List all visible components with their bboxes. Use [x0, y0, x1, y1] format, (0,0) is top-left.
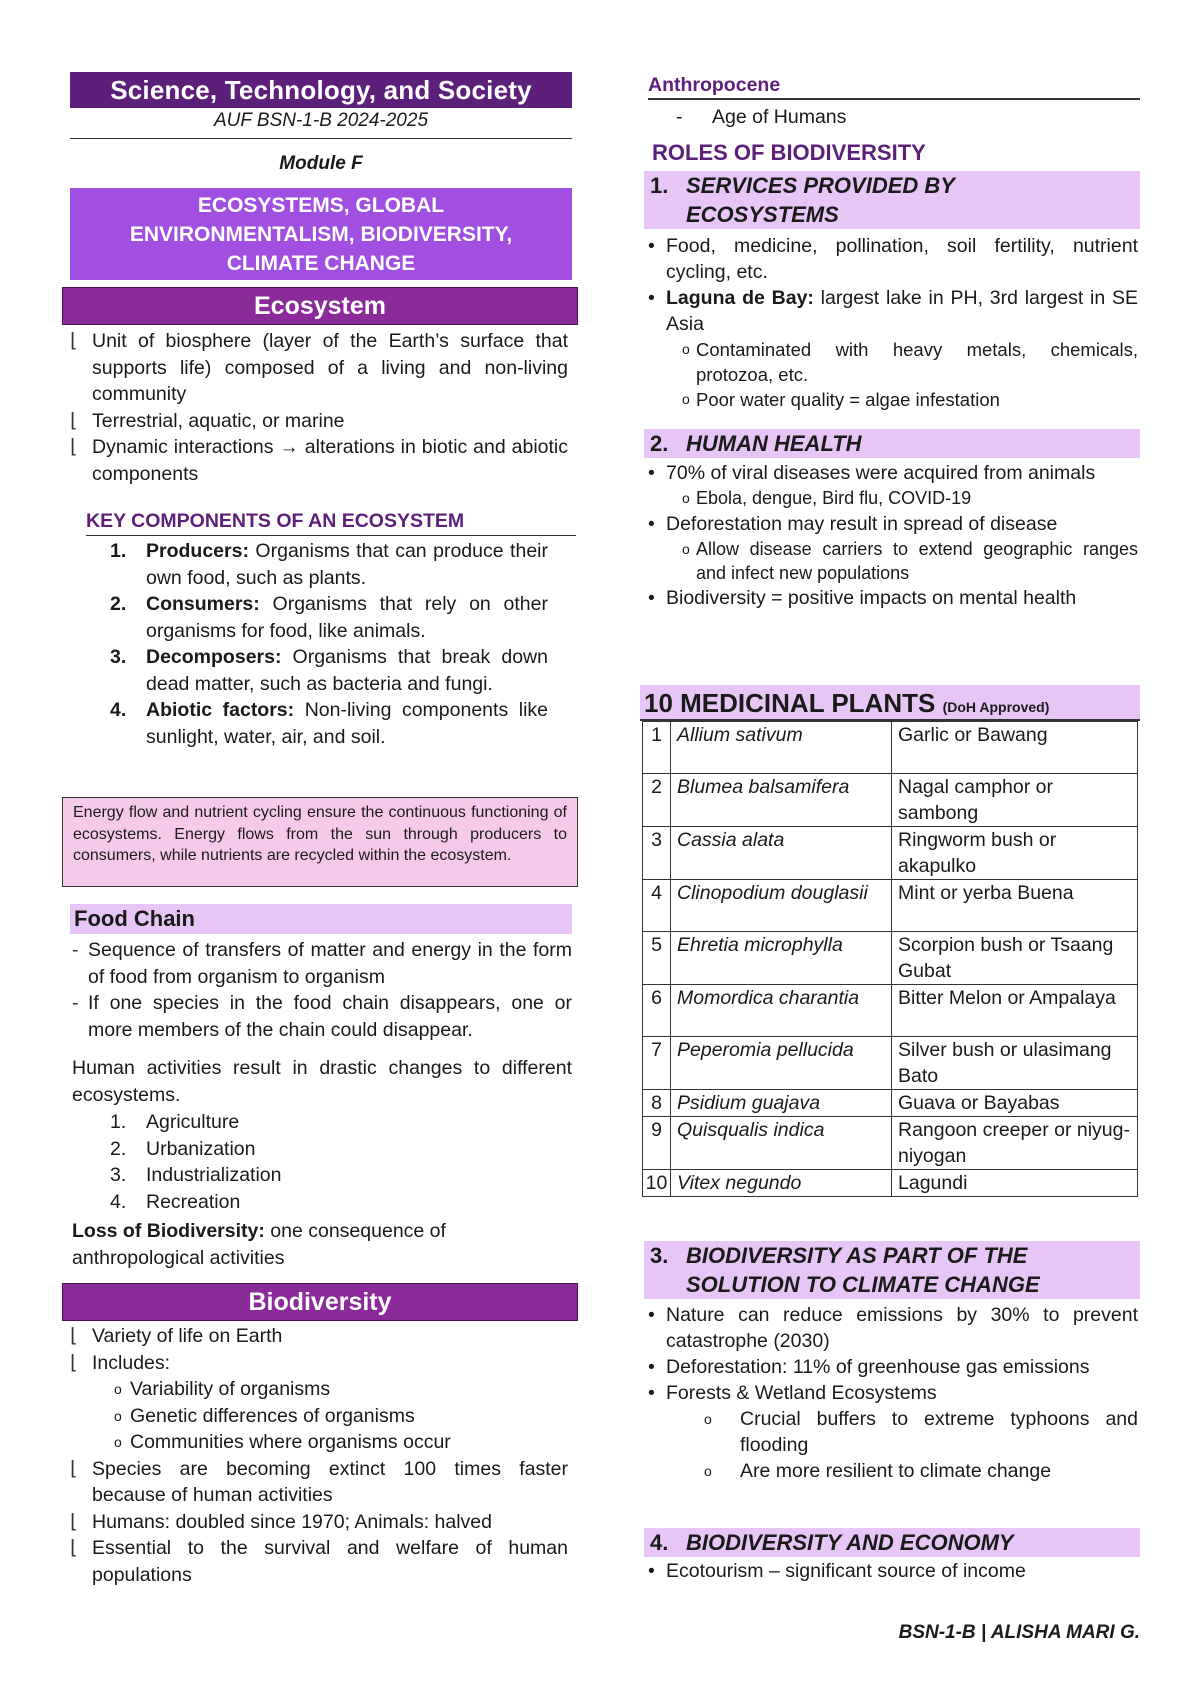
bracket-bullet-icon: ⌊ [70, 1325, 78, 1347]
loss-of-biodiversity: Loss of Biodiversity: one consequence of anthropological activities [72, 1220, 446, 1269]
list-item: • Laguna de Bay: largest lake in PH, 3rd largest in SE Asia [648, 287, 1138, 335]
key-components-heading: KEY COMPONENTS OF AN ECOSYSTEM [86, 510, 576, 536]
list-item: 3. Industrialization [110, 1164, 282, 1186]
circle-bullet-icon: o [682, 490, 690, 506]
topic-line: CLIMATE CHANGE [226, 251, 416, 275]
list-item: 3. Decomposers: Organisms that break down dead matter, such as bacteria and fungi. [110, 646, 548, 695]
common-name: Rangoon creeper or niyug-niyogan [892, 1117, 1138, 1170]
list-item: ⌊ Essential to the survival and welfare of human populations [70, 1537, 568, 1586]
list-item: • Nature can reduce emissions by 30% to prevent catastrophe (2030) [648, 1304, 1138, 1352]
ecosystem-heading: Ecosystem [62, 287, 578, 325]
list-item: • Deforestation: 11% of greenhouse gas emissions [648, 1356, 1090, 1378]
list-item: 4. Abiotic factors: Non-living components like sunlight, water, air, and soil. [110, 699, 549, 748]
list-item: 4. Recreation [110, 1190, 241, 1213]
services-points [640, 233, 1138, 412]
common-name: Guava or Bayabas [892, 1090, 1138, 1117]
sub-item: o Crucial buffers to extreme typhoons and flooding [704, 1408, 1138, 1456]
anthropocene-points [640, 104, 1140, 130]
scientific-name: Psidium guajava [671, 1090, 892, 1117]
sub-item: o Communities where organisms occur [62, 1429, 568, 1456]
common-name: Garlic or Bawang [892, 722, 1138, 774]
list-item: • Food, medicine, pollination, soil fertility, nutrient cycling, etc. [648, 235, 1138, 283]
table-row [643, 1037, 1138, 1090]
bracket-bullet-icon: ⌊ [70, 1510, 78, 1533]
table-row [643, 1117, 1138, 1170]
table-row [643, 1090, 1138, 1117]
human-health-heading: 2. HUMAN HEALTH [644, 429, 1140, 458]
scientific-name: Momordica charantia [671, 985, 892, 1037]
biodiversity-heading: Biodiversity [62, 1283, 578, 1321]
scientific-name: Blumea balsamifera [671, 774, 892, 827]
table-row [643, 1170, 1138, 1197]
list-item: ⌊ Terrestrial, aquatic, or marine [62, 408, 568, 435]
course-line: AUF BSN-1-B 2024-2025 [70, 110, 572, 139]
row-number: 1 [643, 722, 671, 774]
scientific-name: Ehretia microphylla [671, 932, 892, 985]
list-item: - Age of Humans [676, 106, 847, 128]
circle-bullet-icon: o [682, 391, 690, 407]
row-number: 2 [643, 774, 671, 827]
circle-bullet-icon: o [704, 1463, 712, 1479]
footer-author: BSN-1-B | ALISHA MARI G. [898, 1622, 1140, 1643]
list-item: ⌊ Dynamic interactions → alterations in biotic and abiotic components [70, 436, 568, 485]
scientific-name: Peperomia pellucida [671, 1037, 892, 1090]
common-name: Nagal camphor or sambong [892, 774, 1138, 827]
energy-flow-note: Energy flow and nutrient cycling ensure the continuous functioning of ecosystems. Energy flows from the sun through producers to consumers, while nutrients are recycled within the ecosystem. [62, 797, 578, 887]
common-name: Ringworm bush or akapulko [892, 827, 1138, 880]
row-number: 7 [643, 1037, 671, 1090]
common-name: Scorpion bush or Tsaang Gubat [892, 932, 1138, 985]
common-name: Lagundi [892, 1170, 1138, 1197]
roles-heading: ROLES OF BIODIVERSITY [652, 140, 926, 165]
bullet-icon: • [648, 1560, 655, 1582]
bracket-bullet-icon: ⌊ [70, 409, 78, 432]
bullet-icon: • [648, 513, 655, 535]
list-item: • Ecotourism – significant source of income [648, 1560, 1026, 1582]
list-item: • 70% of viral diseases were acquired from animals [648, 462, 1096, 484]
circle-bullet-icon: o [114, 1407, 122, 1424]
circle-bullet-icon: o [114, 1434, 122, 1450]
services-heading: 1. SERVICES PROVIDED BY ECOSYSTEMS [644, 171, 1140, 229]
sub-item: o Contaminated with heavy metals, chemicals, protozoa, etc. [682, 339, 1138, 385]
key-components-list [62, 538, 548, 750]
sub-item: o Allow disease carriers to extend geographic ranges and infect new populations [682, 539, 1138, 583]
list-item: 1. Producers: Organisms that can produce their own food, such as plants. [110, 540, 548, 589]
list-item: ⌊ Humans: doubled since 1970; Animals: halved [62, 1509, 568, 1536]
row-number: 5 [643, 932, 671, 985]
list-item: • Biodiversity = positive impacts on mental health [648, 587, 1077, 609]
sub-item: o Variability of organisms [62, 1376, 568, 1403]
row-number: 3 [643, 827, 671, 880]
food-chain-heading: Food Chain [70, 904, 572, 934]
bullet-icon: • [648, 1356, 655, 1378]
bullet-icon: • [648, 287, 655, 309]
bracket-bullet-icon: ⌊ [70, 1537, 78, 1559]
bracket-bullet-icon: ⌊ [70, 330, 78, 352]
topic-line: ENVIRONMENTALISM, BIODIVERSITY, [129, 222, 513, 246]
common-name: Bitter Melon or Ampalaya [892, 985, 1138, 1037]
food-chain-points [70, 937, 572, 1043]
common-name: Silver bush or ulasimang Bato [892, 1037, 1138, 1090]
list-item: - Sequence of transfers of matter and energy in the form of food from organism to organism [72, 939, 572, 988]
circle-bullet-icon: o [682, 541, 690, 557]
ecosystem-points [62, 328, 568, 487]
row-number: 8 [643, 1090, 671, 1117]
list-item: • Forests & Wetland Ecosystems [648, 1382, 937, 1404]
dash-bullet-icon: - [72, 992, 79, 1014]
scientific-name: Allium sativum [671, 722, 892, 774]
bracket-bullet-icon: ⌊ [70, 436, 78, 458]
bullet-icon: • [648, 1304, 655, 1326]
bullet-icon: • [648, 235, 655, 257]
bullet-icon: • [648, 1382, 655, 1404]
table-row [643, 722, 1138, 774]
sub-item: o Are more resilient to climate change [704, 1460, 1052, 1482]
list-item: ⌊ Species are becoming extinct 100 times faster because of human activities [70, 1457, 568, 1506]
scientific-name: Cassia alata [671, 827, 892, 880]
scientific-name: Clinopodium douglasii [671, 880, 892, 932]
scientific-name: Vitex negundo [671, 1170, 892, 1197]
list-item: • Deforestation may result in spread of disease [648, 513, 1058, 535]
list-item: 2. Urbanization [110, 1137, 256, 1160]
circle-bullet-icon: o [114, 1381, 122, 1397]
climate-change-heading: 3. BIODIVERSITY AS PART OF THE SOLUTION TO CLIMATE CHANGE [644, 1241, 1140, 1299]
row-number: 4 [643, 880, 671, 932]
biodiversity-points [62, 1323, 568, 1588]
list-item: 2. Consumers: Organisms that rely on other organisms for food, like animals. [110, 593, 548, 642]
sub-item: o Ebola, dengue, Bird flu, COVID-19 [640, 486, 1138, 511]
bullet-icon: • [648, 587, 655, 609]
module-topic [70, 188, 572, 280]
row-number: 6 [643, 985, 671, 1037]
bracket-bullet-icon: ⌊ [70, 1457, 78, 1480]
row-number: 10 [643, 1170, 671, 1197]
economy-heading: 4. BIODIVERSITY AND ECONOMY [644, 1528, 1140, 1557]
scientific-name: Quisqualis indica [671, 1117, 892, 1170]
sub-item: o Poor water quality = algae infestation [682, 389, 1000, 410]
table-row [643, 774, 1138, 827]
circle-bullet-icon: o [704, 1411, 712, 1427]
climate-change-points [640, 1302, 1138, 1484]
dash-bullet-icon: - [72, 939, 79, 961]
bracket-bullet-icon: ⌊ [70, 1351, 78, 1374]
human-health-points [640, 460, 1138, 611]
list-item: ⌊ Variety of life on Earth [62, 1323, 568, 1350]
common-name: Mint or yerba Buena [892, 880, 1138, 932]
list-item: ⌊ Includes: [62, 1350, 568, 1377]
medicinal-plants-heading: 10 MEDICINAL PLANTS (DoH Approved) [640, 685, 1140, 721]
row-number: 9 [643, 1117, 671, 1170]
table-row [643, 880, 1138, 932]
medicinal-plants-table [642, 721, 1138, 1197]
dash-bullet-icon: - [676, 106, 683, 128]
human-activities-intro: Human activities result in drastic changes to different ecosystems. [72, 1057, 572, 1106]
anthropocene-heading: Anthropocene [648, 74, 1140, 100]
table-row [643, 827, 1138, 880]
sub-item: o Genetic differences of organisms [62, 1403, 568, 1430]
economy-points [640, 1558, 1138, 1584]
table-row [643, 932, 1138, 985]
list-item: ⌊ Unit of biosphere (layer of the Earth’s surface that supports life) composed of a living and non-living community [70, 330, 568, 405]
list-item: - If one species in the food chain disappears, one or more members of the chain could disappear. [72, 992, 572, 1041]
topic-line: ECOSYSTEMS, GLOBAL [197, 193, 445, 217]
list-item: 1. Agriculture [110, 1111, 240, 1133]
table-row [643, 985, 1138, 1037]
human-activities-list [62, 1109, 548, 1215]
document-title: Science, Technology, and Society [70, 72, 572, 108]
bullet-icon: • [648, 462, 655, 484]
module-label: Module F [279, 153, 363, 174]
circle-bullet-icon: o [682, 341, 690, 357]
